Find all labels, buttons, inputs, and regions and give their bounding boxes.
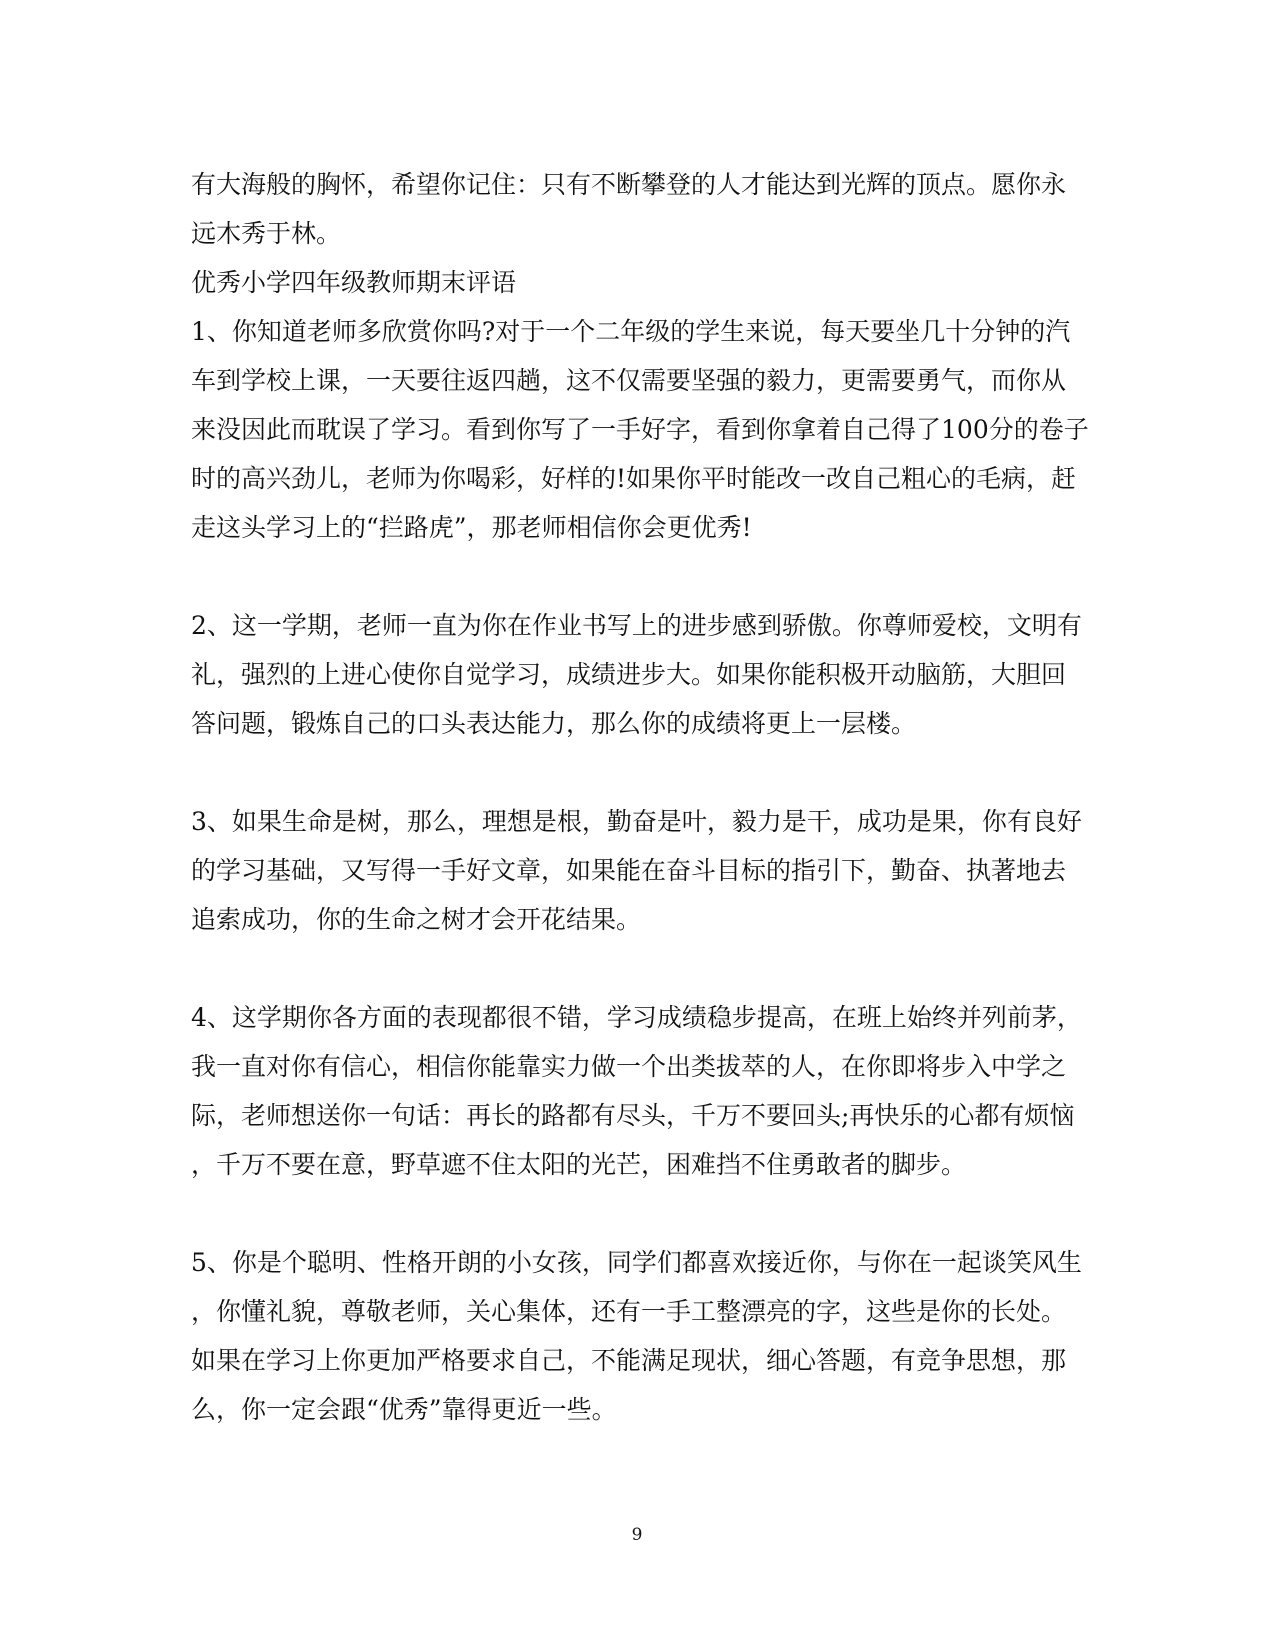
text-line: 有大海般的胸怀，希望你记住：只有不断攀登的人才能达到光辉的顶点。愿你永 (191, 170, 1067, 199)
text-line: 追索成功，你的生命之树才会开花结果。 (191, 905, 642, 934)
comment-paragraph-1 (191, 307, 1089, 552)
text-line: 答问题，锻炼自己的口头表达能力，那么你的成绩将更上一层楼。 (191, 709, 917, 738)
comment-paragraph-2 (191, 601, 1081, 748)
text-line: 远木秀于林。 (191, 219, 342, 248)
text-line: 时的高兴劲儿，老师为你喝彩，好样的!如果你平时能改一改自己粗心的毛病，赶 (191, 464, 1077, 493)
text-line: 5、你是个聪明、性格开朗的小女孩，同学们都喜欢接近你，与你在一起谈笑风生 (191, 1248, 1082, 1277)
text-line: ，千万不要在意，野草遮不住太阳的光芒，困难挡不住勇敢者的脚步。 (191, 1150, 967, 1179)
text-line: 1、你知道老师多欣赏你吗?对于一个二年级的学生来说，每天要坐几十分钟的汽 (191, 317, 1071, 346)
document-body (191, 160, 1089, 1434)
comment-paragraph-3 (191, 797, 1081, 944)
page-number: 9 (631, 1525, 643, 1545)
comment-paragraph-5 (191, 1238, 1081, 1434)
text-line: 车到学校上课，一天要往返四趟，这不仅需要坚强的毅力，更需要勇气，而你从 (191, 366, 1067, 395)
text-line: 际，老师想送你一句话：再长的路都有尽头，千万不要回头;再快乐的心都有烦恼 (191, 1101, 1075, 1130)
intro-paragraph (191, 160, 1081, 258)
text-line: 3、如果生命是树，那么，理想是根，勤奋是叶，毅力是干，成功是果，你有良好 (191, 807, 1082, 836)
paragraph-gap (191, 1189, 1081, 1238)
text-line: 我一直对你有信心，相信你能靠实力做一个出类拔萃的人，在你即将步入中学之 (191, 1052, 1067, 1081)
text-line: 来没因此而耽误了学习。看到你写了一手好字，看到你拿着自己得了100分的卷子 (191, 415, 1089, 444)
text-line: 的学习基础，又写得一手好文章，如果能在奋斗目标的指引下，勤奋、执著地去 (191, 856, 1067, 885)
paragraph-gap (191, 944, 1081, 993)
text-line: 4、这学期你各方面的表现都很不错，学习成绩稳步提高，在班上始终并列前茅， (191, 1003, 1082, 1032)
text-line: 2、这一学期，老师一直为你在作业书写上的进步感到骄傲。你尊师爱校，文明有 (191, 611, 1082, 640)
section-title: 优秀小学四年级教师期末评语 (191, 268, 517, 297)
text-line: 如果在学习上你更加严格要求自己，不能满足现状，细心答题，有竞争思想，那 (191, 1346, 1067, 1375)
text-line: 走这头学习上的“拦路虎”，那老师相信你会更优秀! (191, 513, 752, 542)
text-line: ，你懂礼貌，尊敬老师，关心集体，还有一手工整漂亮的字，这些是你的长处。 (191, 1297, 1067, 1326)
paragraph-gap (191, 552, 1081, 601)
paragraph-gap (191, 748, 1081, 797)
comment-paragraph-4 (191, 993, 1081, 1189)
text-line: 礼，强烈的上进心使你自觉学习，成绩进步大。如果你能积极开动脑筋，大胆回 (191, 660, 1067, 689)
text-line: 么，你一定会跟“优秀”靠得更近一些。 (191, 1395, 617, 1424)
